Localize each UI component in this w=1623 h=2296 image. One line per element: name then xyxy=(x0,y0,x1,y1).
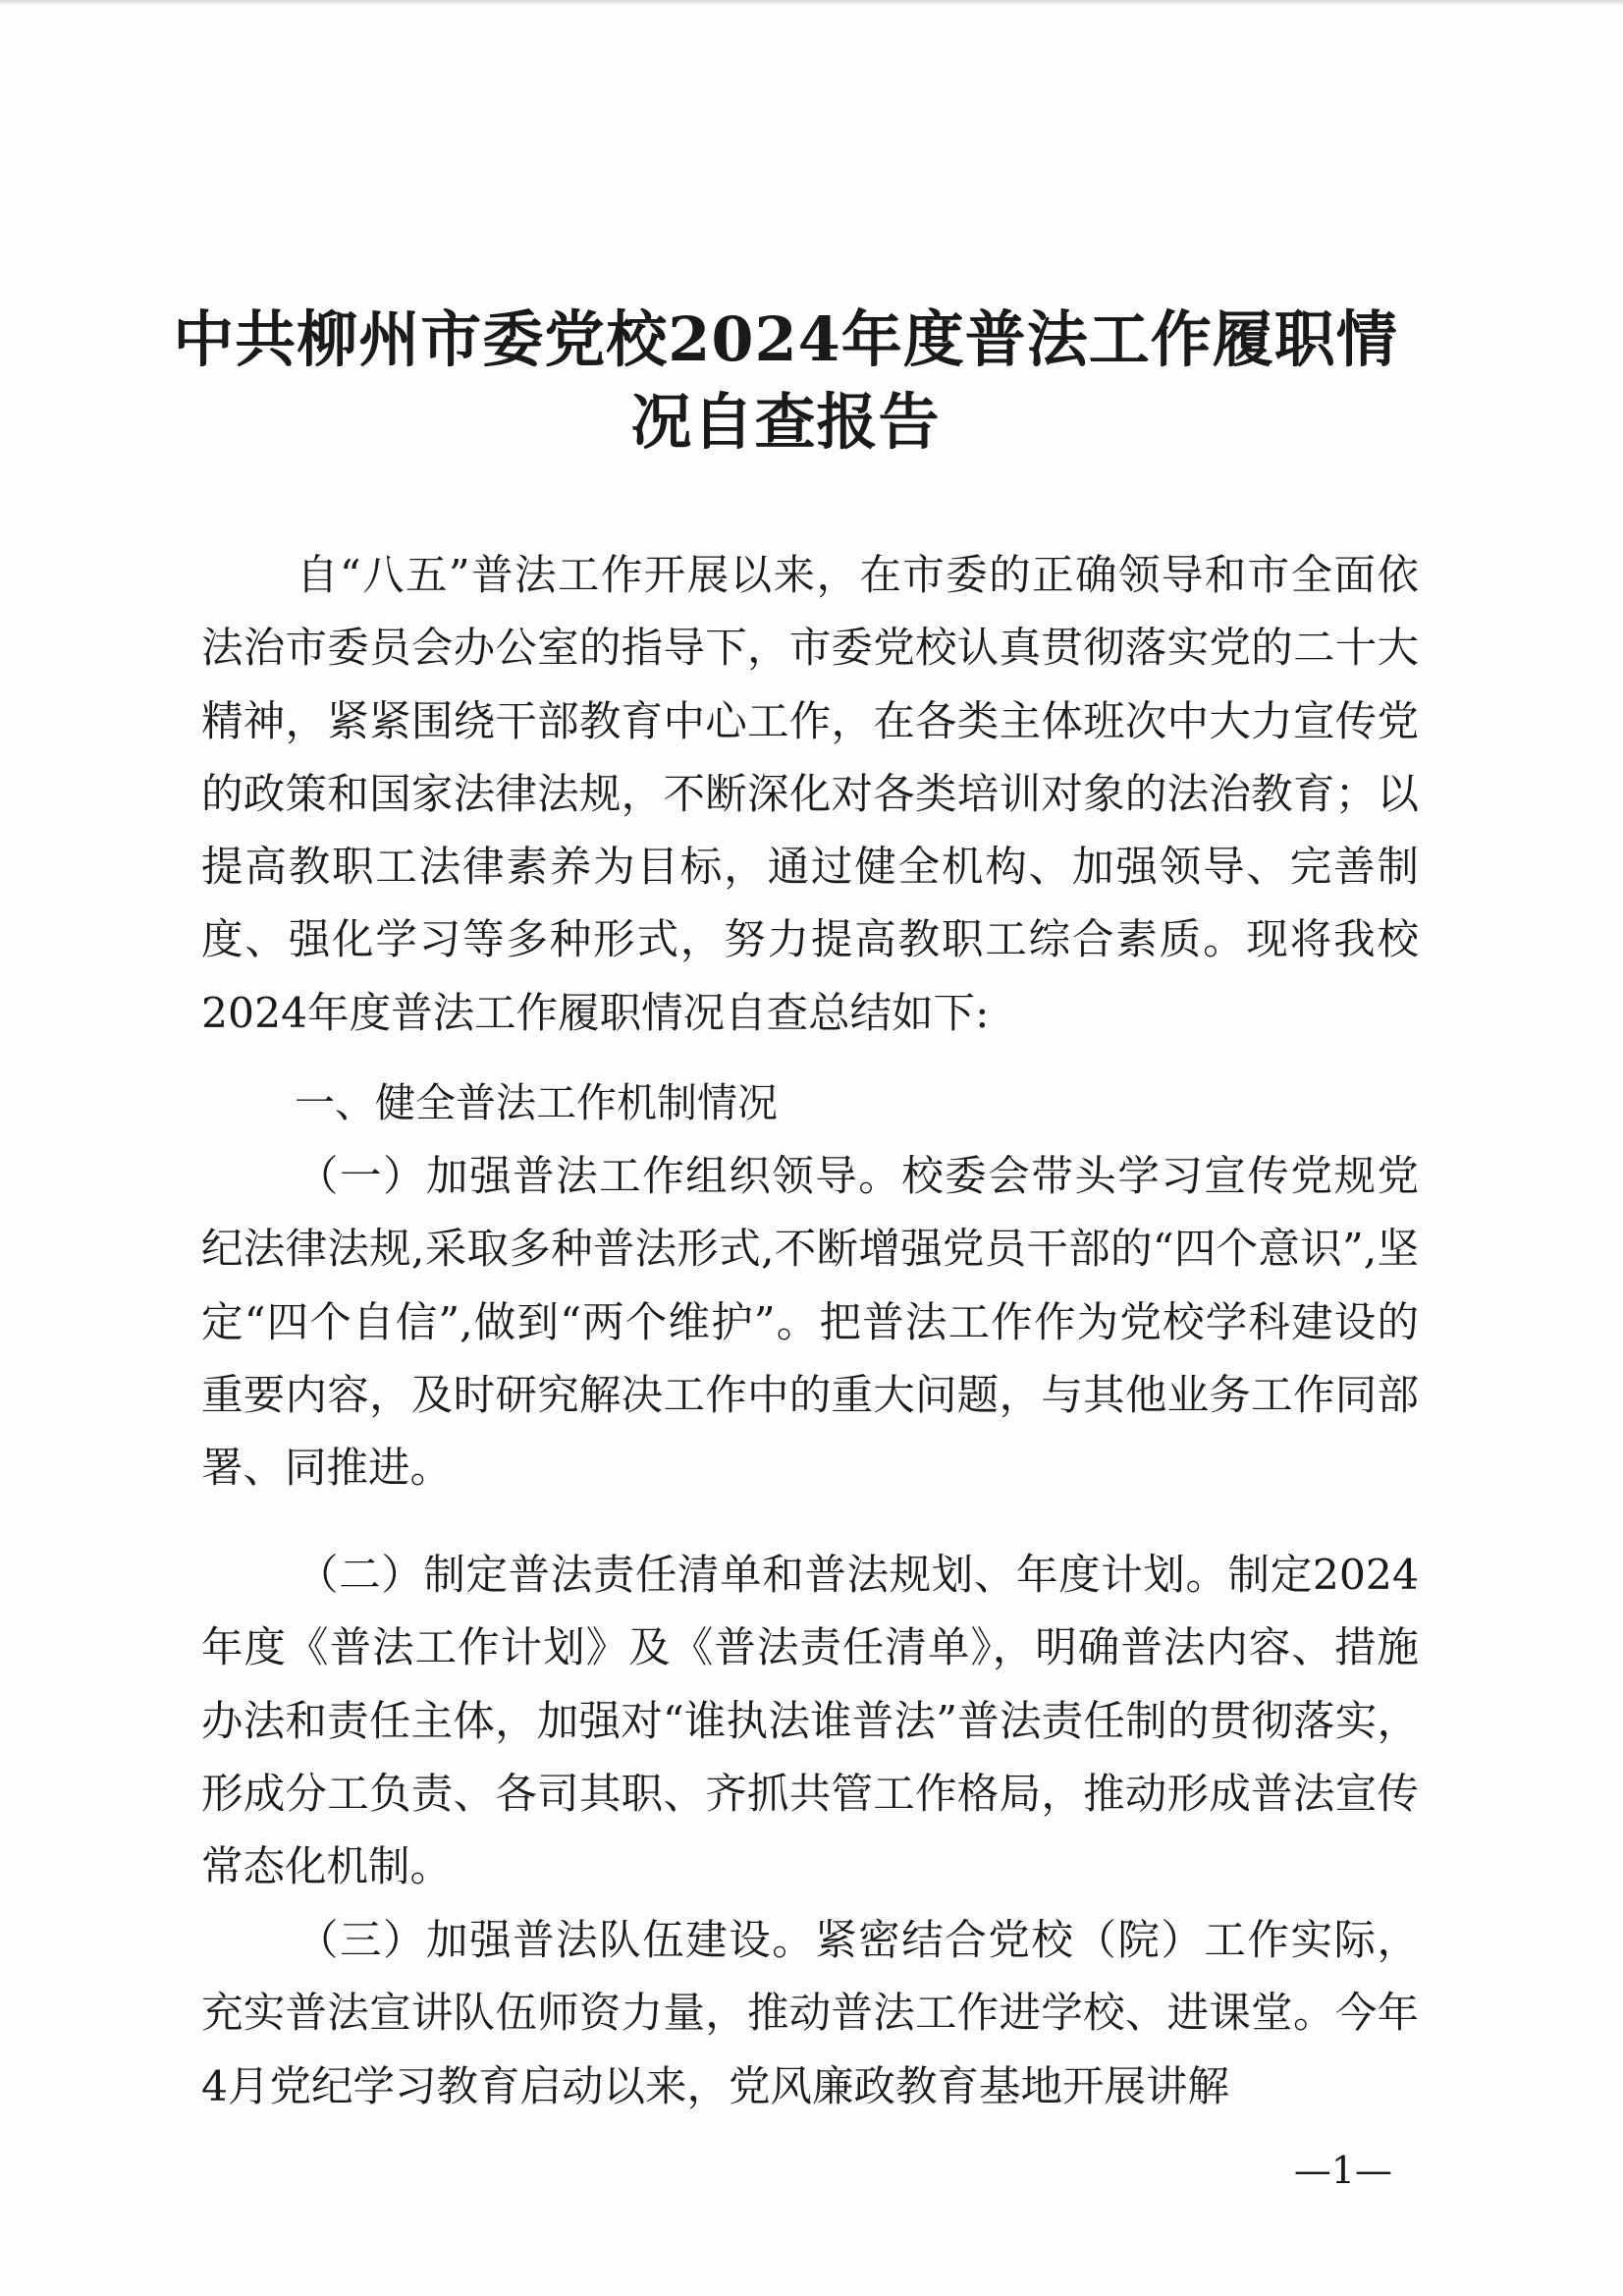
document-title-line-2: 况自查报告 xyxy=(630,386,941,458)
document-title-line-1: 中共柳州市委党校2024年度普法工作履职情 xyxy=(173,303,1398,375)
paragraph-1: （一）加强普法工作组织领导。校委会带头学习宣传党规党纪法律法规,采取多种普法形式,不断增强党员干部的“四个意识”,坚定“四个自信”,做到“两个维护”。把普法工作作为党校学科建设的重要内容，及时研究解决工作中的重大问题，与其他业务工作同部署、同推进。 xyxy=(201,1153,1419,1494)
intro-paragraph: 自“八五”普法工作开展以来，在市委的正确领导和市全面依法治市委员会办公室的指导下，市委党校认真贯彻落实党的二十大精神，紧紧围绕干部教育中心工作，在各类主体班次中大力宣传党的政策和国家法律法规，不断深化对各类培训对象的法治教育；以提高教职工法律素养为目标，通过健全机构、加强领导、完善制度、强化学习等多种形式，努力提高教职工综合素质。现将我校2024年度普法工作履职情况自查总结如下: xyxy=(201,552,1419,1038)
paragraph-2: （二）制定普法责任清单和普法规划、年度计划。制定2024年度《普法工作计划》及《普法责任清单》，明确普法内容、措施办法和责任主体，加强对“谁执法谁普法”普法责任制的贯彻落实，形成分工负责、各司其职、齐抓共管工作格局，推动形成普法宣传常态化机制。 xyxy=(201,1552,1419,1892)
section-1-heading: 一、健全普法工作机制情况 xyxy=(295,1079,778,1126)
paragraph-3: （三）加强普法队伍建设。紧密结合党校（院）工作实际，充实普法宣讲队伍师资力量，推动普法工作进学校、进课堂。今年4月党纪学习教育启动以来，党风廉政教育基地开展讲解 xyxy=(201,1917,1419,2111)
scan-top-edge xyxy=(0,0,1623,6)
page-number: —1— xyxy=(1293,2149,1392,2192)
